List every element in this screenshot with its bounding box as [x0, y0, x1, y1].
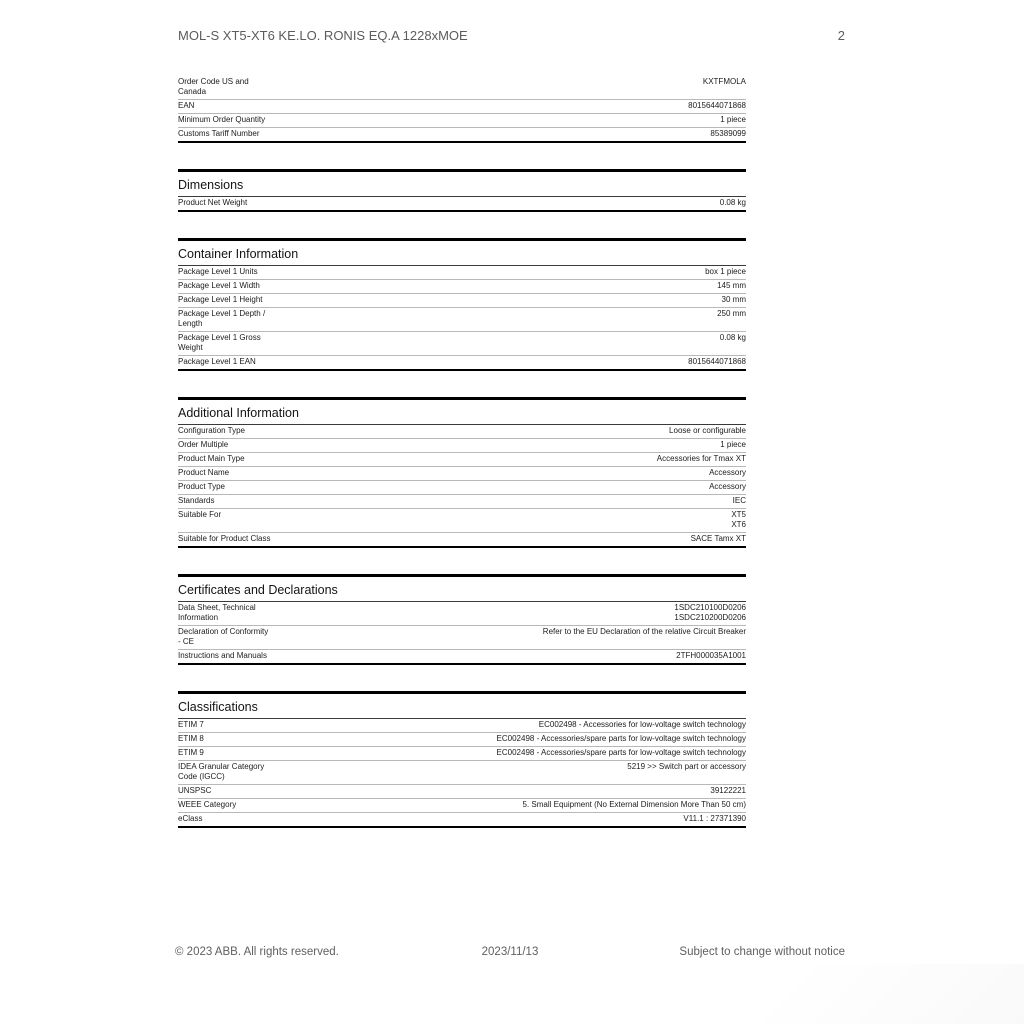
- row-label: Product Main Type: [178, 454, 245, 463]
- table-row: [178, 509, 746, 533]
- section-heading: Container Information: [178, 247, 746, 266]
- row-label: Package Level 1 Gross Weight: [178, 333, 261, 352]
- footer-date: 2023/11/13: [481, 946, 539, 958]
- section-container-information: [178, 238, 746, 371]
- row-label: Instructions and Manuals: [178, 651, 267, 660]
- table-row: [178, 626, 746, 650]
- row-label: eClass: [178, 814, 203, 823]
- row-value: 250 mm: [717, 309, 746, 318]
- row-label: Customs Tariff Number: [178, 129, 260, 138]
- row-value: 1 piece: [720, 115, 746, 124]
- row-value: IEC: [732, 496, 746, 505]
- document-title: MOL-S XT5-XT6 KE.LO. RONIS EQ.A 1228xMOE: [178, 28, 468, 43]
- row-label: ETIM 8: [178, 734, 204, 743]
- row-label: Suitable for Product Class: [178, 534, 271, 543]
- table-row: [178, 439, 746, 453]
- table-row: [178, 733, 746, 747]
- row-value: box 1 piece: [705, 267, 746, 276]
- row-value: Accessory: [709, 468, 746, 477]
- row-label: Order Multiple: [178, 440, 229, 449]
- row-value: 2TFH000035A1001: [676, 651, 746, 660]
- table-row: [178, 332, 746, 356]
- table-row: [178, 495, 746, 509]
- row-label: Product Name: [178, 468, 230, 477]
- row-label: EAN: [178, 101, 195, 110]
- row-value: KXTFMOLA: [702, 77, 746, 86]
- footer-notice: Subject to change without notice: [679, 946, 845, 958]
- section-dimensions: [178, 169, 746, 212]
- table-row: [178, 453, 746, 467]
- row-value: XT5 XT6: [731, 510, 746, 529]
- page-header: [178, 28, 845, 44]
- table-row: [178, 481, 746, 495]
- row-label: UNSPSC: [178, 786, 212, 795]
- row-value: 1SDC210100D0206 1SDC210200D0206: [674, 603, 746, 622]
- table-row: [178, 602, 746, 626]
- spec-tables: [178, 76, 746, 828]
- row-label: ETIM 9: [178, 748, 204, 757]
- row-value: 5. Small Equipment (No External Dimension More Than 50 cm): [522, 800, 746, 809]
- row-value: SACE Tamx XT: [690, 534, 746, 543]
- row-value: Accessories for Tmax XT: [656, 454, 746, 463]
- section-heading: Certificates and Declarations: [178, 583, 746, 602]
- row-value: EC002498 - Accessories for low-voltage switch technology: [538, 720, 746, 729]
- row-label: Package Level 1 EAN: [178, 357, 256, 366]
- table-row: [178, 100, 746, 114]
- page-footer: [175, 944, 845, 960]
- table-row: [178, 114, 746, 128]
- table-row: [178, 128, 746, 143]
- table-row: [178, 650, 746, 665]
- row-value: Loose or configurable: [669, 426, 746, 435]
- row-value: 39122221: [710, 786, 746, 795]
- row-label: Product Type: [178, 482, 225, 491]
- row-value: 8015644071868: [688, 101, 746, 110]
- section-heading: Additional Information: [178, 406, 746, 425]
- row-label: Package Level 1 Height: [178, 295, 263, 304]
- row-value: 5219 >> Switch part or accessory: [627, 762, 746, 771]
- copyright-text: © 2023 ABB. All rights reserved.: [175, 946, 339, 958]
- row-label: Order Code US and Canada: [178, 77, 249, 96]
- table-row: [178, 425, 746, 439]
- row-value: EC002498 - Accessories/spare parts for low-voltage switch technology: [496, 734, 746, 743]
- row-value: 145 mm: [717, 281, 746, 290]
- row-label: Product Net Weight: [178, 198, 248, 207]
- section-heading: Dimensions: [178, 178, 746, 197]
- row-label: ETIM 7: [178, 720, 204, 729]
- table-row: [178, 76, 746, 100]
- row-value: 30 mm: [721, 295, 746, 304]
- row-value: 8015644071868: [688, 357, 746, 366]
- table-row: [178, 761, 746, 785]
- table-row: [178, 533, 746, 548]
- table-row: [178, 308, 746, 332]
- row-value: EC002498 - Accessories/spare parts for low-voltage switch technology: [496, 748, 746, 757]
- row-value: 85389099: [710, 129, 746, 138]
- row-label: WEEE Category: [178, 800, 237, 809]
- row-label: Package Level 1 Units: [178, 267, 258, 276]
- row-value: 0.08 kg: [719, 333, 746, 342]
- table-row: [178, 467, 746, 481]
- row-label: Package Level 1 Width: [178, 281, 260, 290]
- table-row: [178, 266, 746, 280]
- row-label: Data Sheet, Technical Information: [178, 603, 256, 622]
- row-label: Minimum Order Quantity: [178, 115, 266, 124]
- section-heading: Classifications: [178, 700, 746, 719]
- row-value: V11.1 : 27371390: [683, 814, 746, 823]
- section-certificates-and-declarations: [178, 574, 746, 665]
- table-row: [178, 294, 746, 308]
- section-ordering-info: [178, 76, 746, 143]
- row-label: Declaration of Conformity - CE: [178, 627, 269, 646]
- page-background-sheen: [604, 964, 1024, 1024]
- section-classifications: [178, 691, 746, 828]
- row-value: Refer to the EU Declaration of the relative Circuit Breaker: [542, 627, 746, 636]
- table-row: [178, 799, 746, 813]
- table-row: [178, 785, 746, 799]
- table-row: [178, 813, 746, 828]
- page-number: 2: [837, 28, 845, 43]
- row-label: IDEA Granular Category Code (IGCC): [178, 762, 265, 781]
- table-row: [178, 197, 746, 212]
- table-row: [178, 747, 746, 761]
- row-label: Package Level 1 Depth / Length: [178, 309, 266, 328]
- table-row: [178, 280, 746, 294]
- table-row: [178, 719, 746, 733]
- table-row: [178, 356, 746, 371]
- row-value: 1 piece: [720, 440, 746, 449]
- section-additional-information: [178, 397, 746, 548]
- row-label: Configuration Type: [178, 426, 246, 435]
- row-value: 0.08 kg: [719, 198, 746, 207]
- row-label: Suitable For: [178, 510, 222, 519]
- row-value: Accessory: [709, 482, 746, 491]
- row-label: Standards: [178, 496, 215, 505]
